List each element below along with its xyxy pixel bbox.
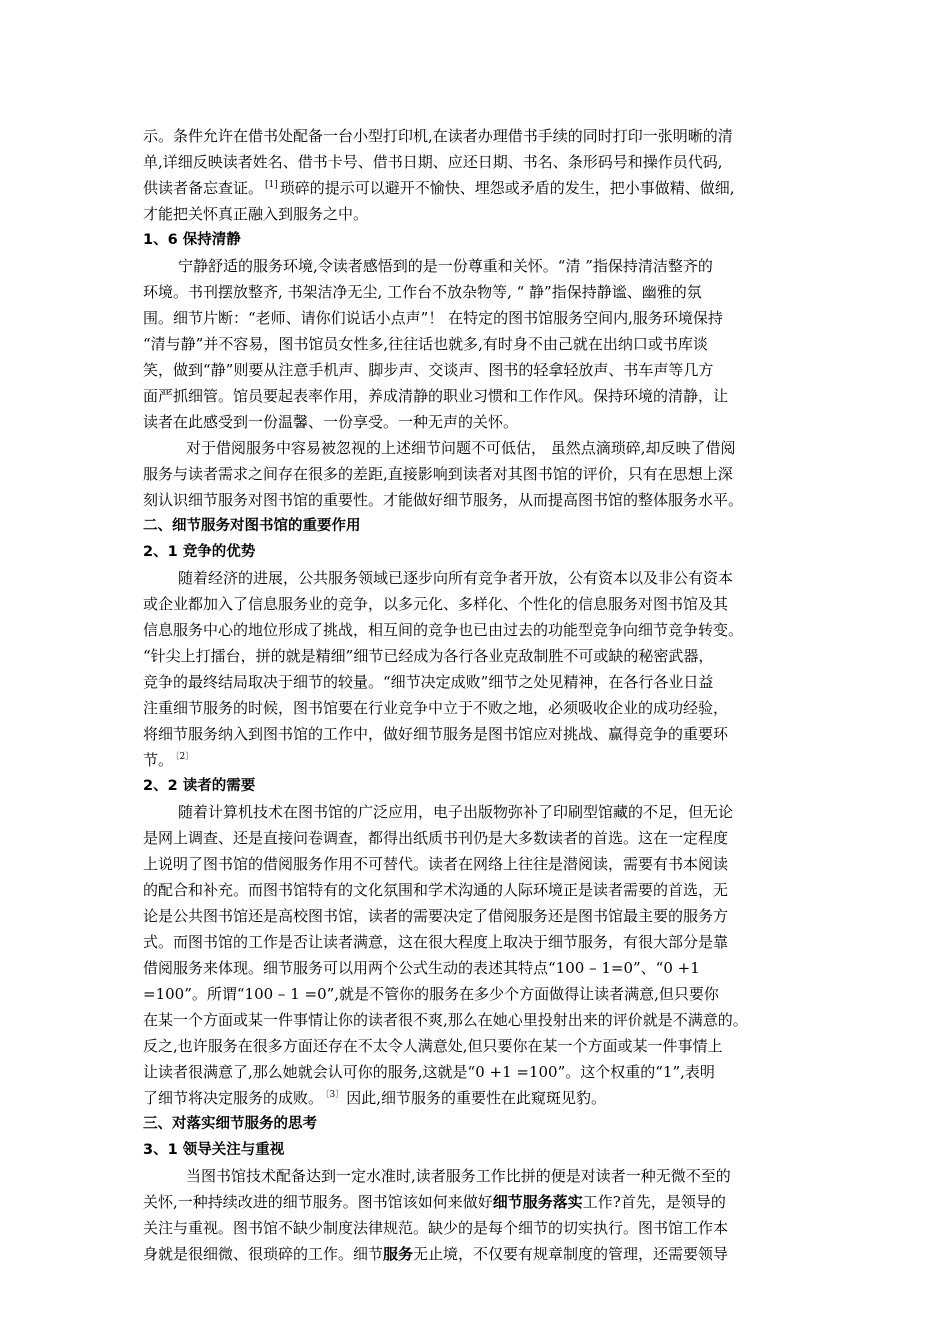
paragraph-line	[143, 1242, 728, 1266]
paragraph-line: “清与静”并不容易，图书馆员女性多,往往话也就多,有时身不由己就在出纳口或书库谈	[143, 335, 708, 353]
section-heading-1-6: 1、6 保持清静	[143, 232, 241, 248]
paragraph-line: 服务与读者需求之间存在很多的差距,直接影响到读者对其图书馆的评价，只有在思想上深	[143, 465, 733, 483]
paragraph-text: 无止境，不仅要有规章制度的管理，还需要领导	[413, 1245, 729, 1263]
paragraph-line: 论是公共图书馆还是高校图书馆，读者的需要决定了借阅服务还是图书馆最主要的服务方	[143, 907, 729, 925]
paragraph-line: 借阅服务来体现。细节服务可以用两个公式生动的表述其特点“100 – 1=0”、“0 +1	[143, 959, 700, 977]
paragraph-line: 在某一个方面或某一件事情让你的读者很不爽,那么在她心里投射出来的评价就是不满意的。	[143, 1011, 748, 1029]
paragraph-line: 刻认识细节服务对图书馆的重要性。才能做好细节服务，从而提高图书馆的整体服务水平。	[143, 491, 744, 509]
paragraph-text: 因此,细节服务的重要性在此窥斑见豹。	[346, 1089, 607, 1107]
paragraph-text: 了细节将决定服务的成败。	[143, 1089, 324, 1107]
paragraph-line: 将细节服务纳入到图书馆的工作中，做好细节服务是图书馆应对挑战、赢得竞争的重要环	[143, 725, 729, 743]
paragraph-line: 或企业都加入了信息服务业的竞争，以多元化、多样化、个性化的信息服务对图书馆及其	[143, 595, 729, 613]
bold-text: 服务	[383, 1245, 414, 1263]
heading-text: 的思考	[273, 1116, 317, 1132]
section-heading-2-2: 2、2 读者的需要	[143, 778, 256, 794]
paragraph-line: 上说明了图书馆的借阅服务作用不可替代。读者在网络上往往是潜阅读，需要有书本阅读	[143, 855, 729, 873]
paragraph-line: 反之,也许服务在很多方面还存在不太令人满意处,但只要你在某一个方面或某一件事情上	[143, 1037, 723, 1055]
paragraph-line: 随着计算机技术在图书馆的广泛应用，电子出版物弥补了印刷型馆藏的不足，但无论	[178, 803, 734, 821]
heading-bold-text: 落实细节服务	[186, 1116, 274, 1132]
paragraph-line: 竞争的最终结局取决于细节的较量。“细节决定成败”细节之处见精神，在各行各业日益	[143, 673, 714, 691]
paragraph-text: 身就是很细微、很琐碎的工作。细节	[143, 1245, 384, 1263]
paragraph-line	[143, 1086, 606, 1110]
paragraph-text: 工作?首先，是领导的	[582, 1193, 726, 1211]
paragraph-line	[143, 176, 735, 200]
paragraph-text: 琐碎的提示可以避开不愉快、埋怨或矛盾的发生，把小事做精、做细,	[279, 179, 735, 197]
heading-text: 三、对	[143, 1116, 187, 1132]
paragraph-line: 宁静舒适的服务环境,令读者感悟到的是一份尊重和关怀。“清 ”指保持清洁整齐的	[178, 257, 713, 275]
paragraph-line: 随着经济的进展，公共服务领域已逐步向所有竞争者开放，公有资本以及非公有资本	[178, 569, 734, 587]
paragraph-line: 是网上调查、还是直接问卷调查，都得出纸质书刊仍是大多数读者的首选。这在一定程度	[143, 829, 729, 847]
paragraph-line: 面严抓细管。馆员要起表率作用，养成清静的职业习惯和工作作风。保持环境的清静，让	[143, 387, 729, 405]
section-heading-3	[143, 1112, 317, 1136]
paragraph-line: 读者在此感受到一份温馨、一份享受。一种无声的关怀。	[143, 413, 519, 431]
paragraph-line: 单,详细反映读者姓名、借书卡号、借书日期、应还日期、书名、条形码号和操作员代码,	[143, 153, 723, 171]
paragraph-line: 才能把关怀真正融入到服务之中。	[143, 205, 369, 223]
citation-ref: [1]	[265, 180, 278, 190]
paragraph-line	[143, 1190, 726, 1214]
section-heading-3-1: 3、1 领导关注与重视	[143, 1142, 285, 1158]
paragraph-line: 让读者很满意了,那么她就会认可你的服务,这就是“0 +1 =100”。这个权重的“1”,表明	[143, 1063, 715, 1081]
paragraph-line: 注重细节服务的时候，图书馆要在行业竞争中立于不败之地，必须吸收企业的成功经验，	[143, 699, 729, 717]
paragraph-line: 环境。书刊摆放整齐, 书架洁净无尘, 工作台不放杂物等, “ 静”指保持静谧、幽雅的氛	[143, 283, 702, 301]
section-heading-2: 二、细节服务对图书馆的重要作用	[143, 518, 361, 534]
paragraph-line: 示。条件允许在借书处配备一台小型打印机,在读者办理借书手续的同时打印一张明晰的清	[143, 127, 733, 145]
paragraph-line: 对于借阅服务中容易被忽视的上述细节问题不可低估， 虽然点滴琐碎,却反映了借阅	[186, 439, 736, 457]
paragraph-line: =100”。所谓“100 – 1 =0”,就是不管你的服务在多少个方面做得让读者满意,但只要你	[143, 985, 719, 1003]
paragraph-line	[143, 748, 196, 772]
citation-ref: 〔2〕	[175, 752, 195, 762]
paragraph-line: 当图书馆技术配备达到一定水准时,读者服务工作比拼的便是对读者一种无微不至的	[186, 1167, 731, 1185]
paragraph-text: 供读者备忘查证。	[143, 179, 264, 197]
paragraph-line: 关注与重视。图书馆不缺少制度法律规范。缺少的是每个细节的切实执行。图书馆工作本	[143, 1219, 729, 1237]
citation-ref: 〔3〕	[325, 1090, 345, 1100]
paragraph-line: 式。而图书馆的工作是否让读者满意，这在很大程度上取决于细节服务，有很大部分是靠	[143, 933, 729, 951]
paragraph-text: 关怀,一种持续改进的细节服务。图书馆该如何来做好	[143, 1193, 493, 1211]
paragraph-line: 围。细节片断：“老师、请你们说话小点声”！ 在特定的图书馆服务空间内,服务环境保持	[143, 309, 723, 327]
paragraph-text: 节。	[143, 751, 174, 769]
paragraph-line: 的配合和补充。而图书馆特有的文化氛围和学术沟通的人际环境正是读者需要的首选，无	[143, 881, 729, 899]
paragraph-line: 信息服务中心的地位形成了挑战，相互间的竞争也已由过去的功能型竞争向细节竞争转变。	[143, 621, 744, 639]
paragraph-line: “针尖上打擂台，拼的就是精细”细节已经成为各行各业克敌制胜不可或缺的秘密武器，	[143, 647, 714, 665]
paragraph-line: 笑，做到“静”则要从注意手机声、脚步声、交谈声、图书的轻拿轻放声、书车声等几方	[143, 361, 714, 379]
bold-text: 细节服务落实	[492, 1193, 583, 1211]
section-heading-2-1: 2、1 竞争的优势	[143, 544, 256, 560]
